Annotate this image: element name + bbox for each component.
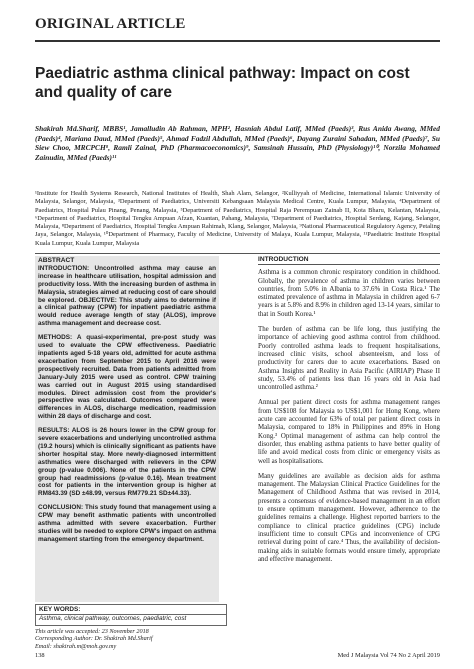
affiliations: ¹Institute for Health Systems Research, National Institutes of Health, Shah Alam, Selangor, ²Kulliyyah of Medicine, International Islamic University of Malaysia, Selangor, Malaysia, ³Department of Paediatrics, Universiti Kebangsaan Malaysia Medical Centre, Kuala Lumpur, Malaysia, ⁴Department of Paediatrics, Hospital Pulau Pinang, Penang, Malaysia, ⁵Department of Paediatrics, Hospital Raja Perempuan Zainab II, Kota Bharu, Kelantan, Malaysia, ⁶Department of Paediatrics, Hospital Tengku Ampuan Afzan, Kuantan, Pahang, Malaysia, ⁷Department of Paediatrics, Hospital Serdang, Kajang, Selangor, Malaysia, ⁸Department of Paediatrics, Hospital Tengku Ampuan Rahimah, Klang, Selangor, Malaysia, ⁹National Pharmaceutical Regulatory Agency, Petaling Jaya, Selangor, Malaysia, ¹⁰Department of Pharmacy, Faculty of Medicine, University of Malaya, Kuala Lumpur, Malaysia, ¹¹Paediatric Institute Hospital Kuala Lumpur, Kuala Lumpur, Malaysia bbox=[35, 190, 440, 247]
introduction-paragraph: The burden of asthma can be life long, thus justifying the importance of achieving good asthma control from childhood. Poorly controlled asthma leads to frequent hospitalisations, increased clinic visits, school absenteeism, and loss of productivity for carers due to acute exacerbations. Based on Asthma Insights and Reality in Asia Pacific (AIRIAP) Phase II study, 53.4% of patients less than 16 years old in Asia had uncontrolled asthma.² bbox=[258, 326, 440, 392]
abstract-conclusion: CONCLUSION: This study found that management using a CPW may benefit asthmatic patients with uncontrolled asthma admitted with severe exacerbation. Further studies will be needed to explore CPW's impact on asthma management starting from the emergency department. bbox=[38, 504, 217, 543]
accepted-date: This article was accepted: 23 November 2018 bbox=[35, 628, 149, 635]
abstract-box bbox=[35, 256, 219, 602]
abstract-introduction: INTRODUCTION: Uncontrolled asthma may cause an increase in healthcare utilisation, hospital admission and productivity loss. With the increasing burden of asthma in Malaysia, strategies aimed at reducing cost of care should be explored. OBJECTIVE: This study aims to determine if a clinical pathway (CPW) for inpatient paediatric asthma would reduce average length of stay (ALOS), improve asthma management and decrease cost. bbox=[38, 264, 216, 328]
article-title: Paediatric asthma clinical pathway: Impact on cost and quality of care bbox=[35, 65, 410, 101]
keywords-box bbox=[35, 604, 227, 626]
introduction-heading: INTRODUCTION bbox=[258, 256, 440, 265]
header-divider bbox=[35, 40, 440, 42]
abstract-heading: ABSTRACT bbox=[38, 257, 75, 264]
keywords-heading: KEY WORDS: bbox=[39, 606, 81, 613]
abstract-methods: METHODS: A quasi-experimental, pre-post study was used to evaluate the CPW effectiveness. Paediatric inpatients aged 5-18 years old, admitted for acute asthma exacerbation from September 2015 to April 2016 were prospectively recruited. Data from patients admitted from January-July 2015 were used as control. CPW training was carried out in August 2015 using standardised modules. Direct admission cost from the provider's perspective was calculated. Outcomes compared were differences in ALOS, discharge medication, readmission within 28 days of discharge and cost. bbox=[38, 334, 216, 421]
page-number: 138 bbox=[35, 652, 45, 659]
author-email: Email: shakirah.m@moh.gov.my bbox=[35, 642, 117, 650]
introduction-paragraph: Asthma is a common chronic respiratory condition in childhood. Globally, the prevalence of asthma in children varies between countries, from 5.0% in Albania to 37.6% in Costa Rica.¹ The estimated prevalence of asthma in Malaysia in children aged 6-7 years is at 5.8% and 8.9% in children aged 13-14 years, similar to that in South Korea.¹ bbox=[258, 269, 440, 318]
section-label: ORIGINAL ARTICLE bbox=[35, 16, 186, 32]
keywords-text: Asthma, clinical pathway, outcomes, paediatric, cost bbox=[36, 614, 226, 625]
article-notes bbox=[35, 628, 225, 650]
body-divider bbox=[35, 253, 440, 254]
introduction-paragraph: Annual per patient direct costs for asthma management ranges from US$108 for Malaysia to US$1,001 for Hong Kong, where acute care accounted for 63% of total per patient direct costs in Malaysia, compared to 18% in Philippines and 89% in Hong Kong.³ Optimal management of asthma can help control the disorder, thus enabling asthma patients to have better quality of life and avoid medical costs from clinic or emergency visits as well as hospitalisations. bbox=[258, 399, 440, 465]
corresponding-author: Corresponding Author: Dr. Shakirah Md.Sharif bbox=[35, 635, 153, 643]
abstract-results: RESULTS: ALOS is 26 hours lower in the CPW group for severe exacerbations and underlying uncontrolled asthma (19.2 hours) which is clinically significant as patients have shorter hospital stay. More newly-diagnosed intermittent asthmatics were discharged with relievers in the CPW group (p-value 0.006). None of the patients in the CPW group had readmissions (p-value 0.16). Mean treatment cost for patients in the intervention group is higher at RM843.39 (SD ±48.99, versus RM779.21 SD±44.33). bbox=[38, 427, 216, 498]
journal-citation: Med J Malaysia Vol 74 No 2 April 2019 bbox=[337, 652, 440, 659]
introduction-column bbox=[258, 256, 440, 571]
author-list: Shakirah Md.Sharif, MBBS¹, Jamalludin Ab Rahman, MPH², Hasniah Abdul Latif, MMed (Paeds)³, Rus Anida Awang, MMed (Paeds)⁴, Mariana Daud, MMed (Paeds)⁵, Ahmad Fadzil Abdullah, MMed (Paeds)⁶, Dayang Zuraini Sahadan, MMed (Paeds)⁷, Su Siew Choo, MRCPCH⁸, Ramli Zainal, PhD (Pharmacoeconomics)⁹, Samsinah Hussain, PhD (Physiology)¹⁰, Norzila Mohamed Zainudin, MMed (Paeds)¹¹ bbox=[35, 124, 440, 162]
introduction-paragraph: Many guidelines are available as decision aids for asthma management. The Malaysian Clinical Practice Guidelines for the Management of Childhood Asthma that was revised in 2014, presents a consensus of evidence-based management in an effort to ensure optimum management. However, adherence to the guidelines remains a challenge. Highest reported barriers to the compliance to clinical practice guidelines (CPG) include insufficient time to consult CPGs and inconvenience of CPG retrieval during point of care.⁴ Thus, the availability of decision-making aids in suitable formats would ensure timely, appropriate and effective management. bbox=[258, 472, 440, 563]
